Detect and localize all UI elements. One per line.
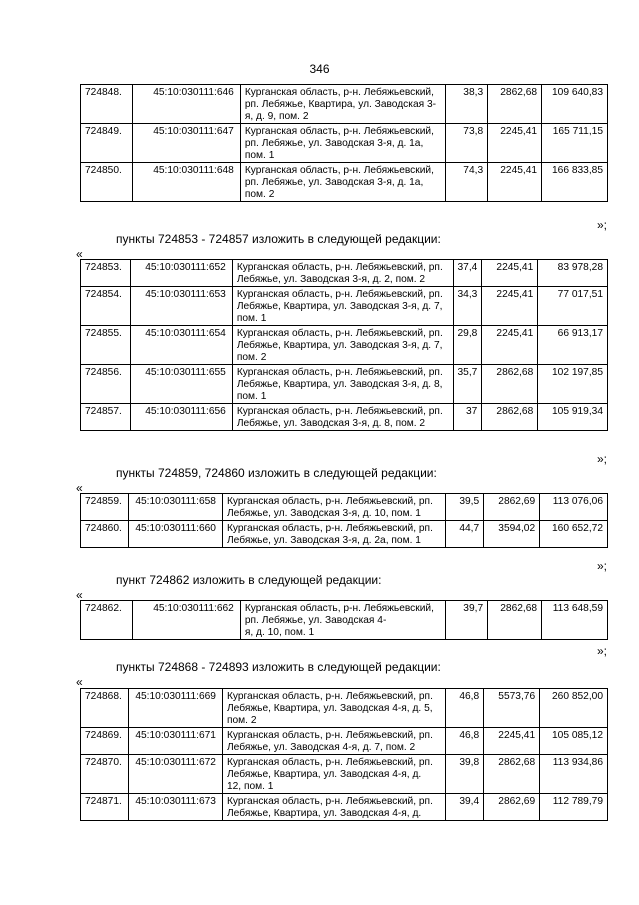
address-line: Лебяжье, ул. Заводская 3-я, д. 8, пом. 2 [236,418,426,429]
cadastral-number: 45:10:030111:658 [128,494,222,521]
address-line: Курганская область, р-н. Лебяжьевский, рп. [236,262,443,273]
row-number: 724853. [81,260,131,287]
property-table-3 [80,493,608,548]
address-line: Лебяжье, ул. Заводская 3-я, д. 2, пом. 2 [236,274,426,285]
row-number: 724869. [81,728,129,755]
cadastral-number: 45:10:030111:673 [128,794,222,821]
row-number: 724859. [81,494,129,521]
cadastral-number: 45:10:030111:652 [130,260,232,287]
address [222,755,445,794]
opening-quote-5: « [76,675,83,689]
row-number: 724857. [81,404,131,431]
total-value: 102 197,85 [538,365,608,404]
unit-price: 5573,76 [484,689,540,728]
closing-quote-3: »; [597,559,608,573]
cadastral-number: 45:10:030111:656 [130,404,232,431]
row-number: 724850. [81,163,133,202]
table-row [81,404,608,431]
area: 37 [453,404,482,431]
table-row [81,755,608,794]
address-line: рп. Лебяжье, ул. Заводская 4- [244,615,387,626]
row-number: 724870. [81,755,129,794]
unit-price: 2245,41 [482,287,538,326]
address-line: пом. 1 [236,391,267,402]
unit-price: 2245,41 [484,728,540,755]
table-row [81,794,608,821]
area: 44,7 [446,521,484,548]
table-row [81,124,608,163]
address-line: Курганская область, р-н. Лебяжьевский, рп. [236,328,443,339]
address-line: пом. 2 [236,352,267,363]
total-value: 105 085,12 [540,728,608,755]
total-value: 113 934,86 [540,755,608,794]
address-line: пом. 2 [244,189,275,200]
address [232,260,453,287]
unit-price: 2862,69 [484,494,540,521]
unit-price: 3594,02 [484,521,540,548]
address-line: Курганская область, р-н. Лебяжьевский, рп. [226,496,433,507]
area: 35,7 [453,365,482,404]
closing-quote-2: »; [597,452,608,466]
table-row [81,287,608,326]
address-line: Курганская область, р-н. Лебяжьевский, рп. [226,757,433,768]
total-value: 105 919,34 [538,404,608,431]
property-table-2 [80,259,608,431]
row-number: 724862. [81,601,133,640]
address-line: Лебяжье, Квартира, ул. Заводская 3-я, д. 7, [236,301,443,312]
amendment-paragraph-4: пункт 724862 изложить в следующей редакции: [116,573,382,587]
table-row [81,494,608,521]
total-value: 77 017,51 [538,287,608,326]
address [222,728,445,755]
unit-price: 2862,69 [484,794,540,821]
table-row [81,521,608,548]
row-number: 724860. [81,521,129,548]
unit-price: 2862,68 [482,404,538,431]
address [232,326,453,365]
cadastral-number: 45:10:030111:662 [132,601,240,640]
unit-price: 2862,68 [488,601,542,640]
total-value: 66 913,17 [538,326,608,365]
opening-quote-3: « [76,481,83,495]
row-number: 724871. [81,794,129,821]
address-line: Курганская область, р-н. Лебяжьевский, рп. [226,796,433,807]
cadastral-number: 45:10:030111:671 [128,728,222,755]
total-value: 113 076,06 [540,494,608,521]
cadastral-number: 45:10:030111:653 [130,287,232,326]
address-line: Курганская область, р-н. Лебяжьевский, [244,87,434,98]
address [232,365,453,404]
cadastral-number: 45:10:030111:672 [128,755,222,794]
address-line: рп. Лебяжье, Квартира, ул. Заводская 3- [244,99,437,110]
address-line: Лебяжье, Квартира, ул. Заводская 4-я, д. [226,769,422,780]
address-line: пом. 1 [244,150,275,161]
table-row [81,163,608,202]
cadastral-number: 45:10:030111:660 [128,521,222,548]
address-line: Лебяжье, ул. Заводская 3-я, д. 2а, пом. 1 [226,535,421,546]
cadastral-number: 45:10:030111:654 [130,326,232,365]
total-value: 113 648,59 [542,601,608,640]
table-row [81,365,608,404]
address-line: Лебяжье, Квартира, ул. Заводская 4-я, д. 5, [226,703,433,714]
total-value: 83 978,28 [538,260,608,287]
area: 46,8 [446,689,484,728]
unit-price: 2245,41 [482,326,538,365]
address-line: рп. Лебяжье, ул. Заводская 3-я, д. 1а, [244,138,424,149]
address-line: Курганская область, р-н. Лебяжьевский, рп. [226,691,433,702]
address-line: Курганская область, р-н. Лебяжьевский, [244,126,434,137]
property-table-5 [80,688,608,821]
unit-price: 2862,68 [484,755,540,794]
closing-quote-4: »; [597,644,608,658]
area: 73,8 [446,124,488,163]
unit-price: 2862,68 [482,365,538,404]
address-line: Курганская область, р-н. Лебяжьевский, [244,603,434,614]
row-number: 724856. [81,365,131,404]
amendment-paragraph-5: пункты 724868 - 724893 изложить в следующей редакции: [116,660,441,674]
opening-quote-4: « [76,588,83,602]
row-number: 724854. [81,287,131,326]
area: 38,3 [446,85,488,124]
address-line: я, д. 9, пом. 2 [244,111,309,122]
address-line: Курганская область, р-н. Лебяжьевский, рп. [226,523,433,534]
address-line: Курганская область, р-н. Лебяжьевский, рп. [236,289,443,300]
page-number: 346 [309,62,330,76]
address [240,601,445,640]
row-number: 724855. [81,326,131,365]
table-row [81,728,608,755]
area: 39,4 [446,794,484,821]
address-line: 12, пом. 1 [226,781,274,792]
property-table-4 [80,600,608,640]
address-line: Лебяжье, ул. Заводская 4-я, д. 7, пом. 2 [226,742,416,753]
cadastral-number: 45:10:030111:646 [132,85,240,124]
area: 37,4 [453,260,482,287]
address [222,494,445,521]
cadastral-number: 45:10:030111:655 [130,365,232,404]
total-value: 160 652,72 [540,521,608,548]
address [240,85,445,124]
cadastral-number: 45:10:030111:648 [132,163,240,202]
amendment-paragraph-3: пункты 724859, 724860 изложить в следующей редакции: [116,466,437,480]
table-row [81,601,608,640]
address-line: Лебяжье, Квартира, ул. Заводская 3-я, д. 8, [236,379,443,390]
address-line: я, д. 10, пом. 1 [244,627,315,638]
table-row [81,85,608,124]
table-row [81,326,608,365]
address-line: Курганская область, р-н. Лебяжьевский, рп. [236,406,443,417]
total-value: 109 640,83 [542,85,608,124]
amendment-paragraph-2: пункты 724853 - 724857 изложить в следующей редакции: [116,232,441,246]
total-value: 165 711,15 [542,124,608,163]
cadastral-number: 45:10:030111:647 [132,124,240,163]
address-line: Курганская область, р-н. Лебяжьевский, рп. [236,367,443,378]
address [222,521,445,548]
area: 74,3 [446,163,488,202]
unit-price: 2862,68 [488,85,542,124]
address [222,689,445,728]
table-row [81,260,608,287]
address-line: Лебяжье, Квартира, ул. Заводская 4-я, д. [226,808,422,819]
total-value: 166 833,85 [542,163,608,202]
closing-quote-1: »; [597,218,608,232]
area: 29,8 [453,326,482,365]
address [232,287,453,326]
address-line: Лебяжье, Квартира, ул. Заводская 3-я, д. 7, [236,340,443,351]
total-value: 112 789,79 [540,794,608,821]
address [240,124,445,163]
opening-quote-2: « [76,247,83,261]
address-line: рп. Лебяжье, ул. Заводская 3-я, д. 1а, [244,177,424,188]
row-number: 724848. [81,85,133,124]
address-line: Курганская область, р-н. Лебяжьевский, [244,165,434,176]
area: 39,5 [446,494,484,521]
area: 34,3 [453,287,482,326]
property-table-1 [80,84,608,202]
row-number: 724849. [81,124,133,163]
area: 39,8 [446,755,484,794]
address [240,163,445,202]
address-line: Лебяжье, ул. Заводская 3-я, д. 10, пом. 1 [226,508,421,519]
address-line: пом. 1 [236,313,267,324]
address [222,794,445,821]
area: 46,8 [446,728,484,755]
row-number: 724868. [81,689,129,728]
total-value: 260 852,00 [540,689,608,728]
unit-price: 2245,41 [482,260,538,287]
address-line: пом. 2 [226,715,257,726]
unit-price: 2245,41 [488,124,542,163]
address-line: Курганская область, р-н. Лебяжьевский, рп. [226,730,433,741]
cadastral-number: 45:10:030111:669 [128,689,222,728]
area: 39,7 [446,601,488,640]
table-row [81,689,608,728]
unit-price: 2245,41 [488,163,542,202]
address [232,404,453,431]
